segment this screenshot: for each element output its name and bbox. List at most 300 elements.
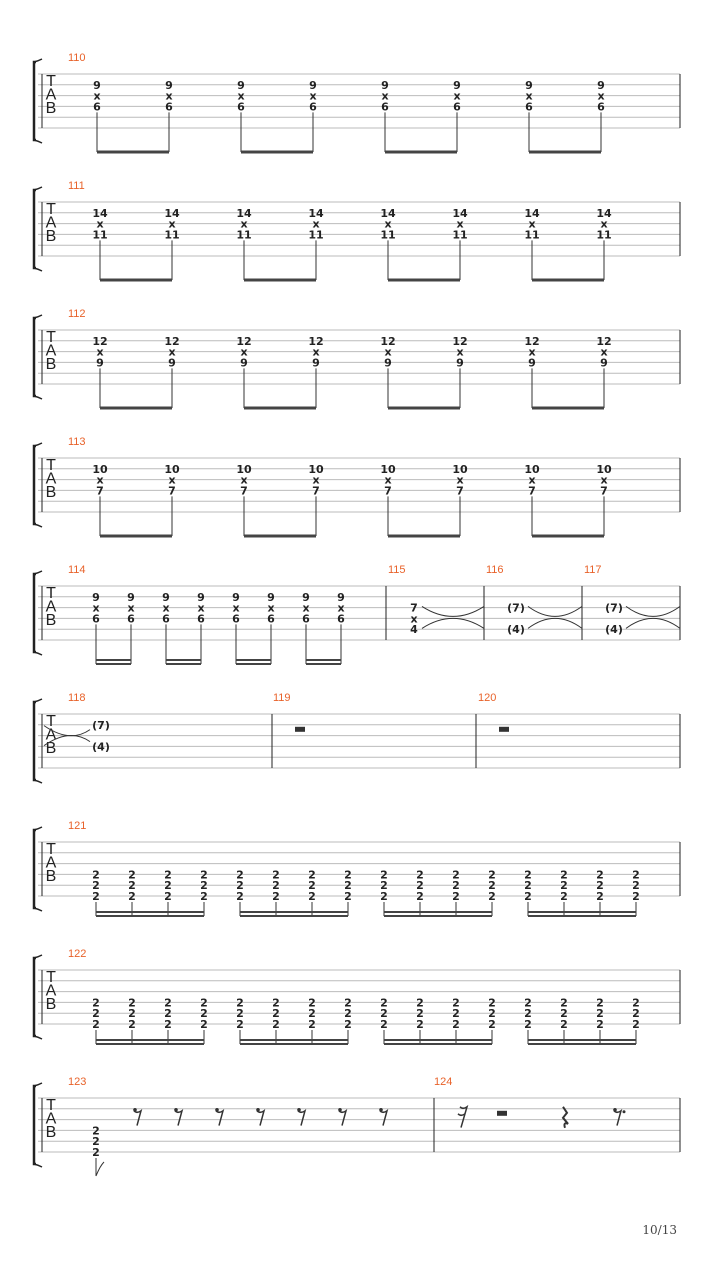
tab-letter-t: T xyxy=(46,713,56,730)
fret-number: (7) xyxy=(605,601,623,615)
fret-number: 2 xyxy=(560,1018,568,1031)
tab-letter-a: A xyxy=(45,982,57,1000)
fret-number: x xyxy=(96,345,104,359)
fret-number: 2 xyxy=(272,868,280,882)
fret-number: 2 xyxy=(560,868,568,882)
bracket-hook xyxy=(34,571,42,574)
rest-dot xyxy=(379,1108,383,1112)
system-8 xyxy=(34,948,680,1044)
fret-number: 2 xyxy=(452,868,460,882)
fret-number: 9 xyxy=(267,590,275,604)
fret-number: 11 xyxy=(524,228,540,242)
fret-number: 6 xyxy=(232,612,240,626)
fret-number: (4) xyxy=(507,623,525,637)
tab-letter-t: T xyxy=(46,73,56,90)
fret-number: 2 xyxy=(236,1007,244,1021)
fret-number: 6 xyxy=(453,100,461,114)
tab-letter-a: A xyxy=(45,854,57,872)
fret-number: 14 xyxy=(92,206,108,220)
fret-number: 9 xyxy=(384,356,392,370)
fret-number: 2 xyxy=(632,996,640,1010)
fret-number: x xyxy=(410,612,418,626)
fret-number: 2 xyxy=(308,890,316,903)
fret-number: 2 xyxy=(380,1007,388,1021)
system-9 xyxy=(34,1076,680,1176)
fret-number: 9 xyxy=(302,590,310,604)
fret-number: 2 xyxy=(92,1146,100,1159)
rest-dot xyxy=(338,1108,342,1112)
fret-number: 2 xyxy=(92,879,100,893)
rest-dot xyxy=(297,1108,301,1112)
bracket-hook xyxy=(34,524,42,527)
fret-number: 2 xyxy=(632,890,640,903)
fret-number: 2 xyxy=(488,996,496,1010)
fret-number: 2 xyxy=(308,879,316,893)
fret-number: 6 xyxy=(337,612,345,626)
fret-number: 14 xyxy=(308,206,324,220)
fret-number: 7 xyxy=(600,484,608,498)
fret-number: 2 xyxy=(236,1018,244,1031)
fret-number: 2 xyxy=(452,996,460,1010)
fret-number: 2 xyxy=(524,890,532,903)
fret-number: x xyxy=(197,601,205,615)
fret-number: 2 xyxy=(236,996,244,1010)
fret-number: 2 xyxy=(560,1007,568,1021)
fret-number: 6 xyxy=(165,100,173,114)
fret-number: x xyxy=(312,345,320,359)
fret-number: 2 xyxy=(416,890,424,903)
fret-number: 10 xyxy=(308,462,324,476)
fret-number: 9 xyxy=(96,356,104,370)
fret-number: x xyxy=(528,217,536,231)
fret-number: 2 xyxy=(92,1124,100,1138)
bracket-hook xyxy=(34,268,42,271)
fret-number: 2 xyxy=(272,879,280,893)
fret-number: x xyxy=(597,89,605,103)
fret-number: 2 xyxy=(416,1007,424,1021)
tab-letter-t: T xyxy=(46,201,56,218)
bracket-hook xyxy=(34,315,42,318)
fret-number: 2 xyxy=(488,1007,496,1021)
tab-letter-t: T xyxy=(46,457,56,474)
fret-number: x xyxy=(528,473,536,487)
fret-number: 2 xyxy=(452,879,460,893)
measure-number: 120 xyxy=(478,692,497,704)
fret-number: 12 xyxy=(524,334,540,348)
tab-letter-b: B xyxy=(45,228,57,245)
fret-number: 14 xyxy=(596,206,612,220)
fret-number: x xyxy=(384,345,392,359)
fret-number: 2 xyxy=(380,868,388,882)
fret-number: 2 xyxy=(524,868,532,882)
fret-number: x xyxy=(337,601,345,615)
fret-number: 2 xyxy=(128,890,136,903)
eighth-rest xyxy=(257,1111,264,1126)
fret-number: (7) xyxy=(92,718,110,732)
half-rest xyxy=(499,727,509,732)
system-bracket xyxy=(34,830,36,908)
fret-number: 9 xyxy=(92,590,100,604)
fret-number: 11 xyxy=(92,228,108,242)
fret-number: 2 xyxy=(488,868,496,882)
fret-number: 2 xyxy=(128,996,136,1010)
fret-number: 9 xyxy=(168,356,176,370)
tab-letter-b: B xyxy=(45,996,57,1013)
quarter-rest xyxy=(563,1107,568,1128)
tab-letter-b: B xyxy=(45,484,57,501)
fret-number: 12 xyxy=(164,334,180,348)
rest-dot xyxy=(215,1108,219,1112)
tab-letter-t: T xyxy=(46,329,56,346)
measure-number: 110 xyxy=(68,52,86,64)
fret-number: 11 xyxy=(308,228,324,242)
measure-number: 123 xyxy=(68,1076,87,1088)
fret-number: 2 xyxy=(200,868,208,882)
fret-number: 2 xyxy=(596,890,604,903)
bracket-hook xyxy=(34,1164,42,1167)
fret-number: 10 xyxy=(164,462,180,476)
measure-number: 112 xyxy=(68,308,86,320)
eighth-rest xyxy=(380,1111,387,1126)
half-rest xyxy=(295,727,305,732)
fret-number: 2 xyxy=(200,879,208,893)
fret-number: 12 xyxy=(92,334,108,348)
fret-number: 10 xyxy=(524,462,540,476)
fret-number: 11 xyxy=(164,228,180,242)
fret-number: 2 xyxy=(128,1018,136,1031)
fret-number: 2 xyxy=(416,879,424,893)
fret-number: 7 xyxy=(168,484,176,498)
system-bracket xyxy=(34,318,36,396)
measure-number: 117 xyxy=(584,564,602,576)
bracket-hook xyxy=(34,140,42,143)
fret-number: x xyxy=(312,473,320,487)
fret-number: 7 xyxy=(96,484,104,498)
fret-number: x xyxy=(240,473,248,487)
fret-number: 2 xyxy=(272,996,280,1010)
tab-letter-a: A xyxy=(45,726,57,744)
tab-letter-a: A xyxy=(45,342,57,360)
fret-number: 6 xyxy=(127,612,135,626)
fret-number: x xyxy=(381,89,389,103)
fret-number: 2 xyxy=(164,996,172,1010)
fret-number: (4) xyxy=(92,740,110,754)
fret-number: 2 xyxy=(128,879,136,893)
tab-letter-b: B xyxy=(45,740,57,757)
fret-number: x xyxy=(92,601,100,615)
fret-number: x xyxy=(384,473,392,487)
tab-letter-t: T xyxy=(46,585,56,602)
fret-number: 6 xyxy=(381,100,389,114)
fret-number: 2 xyxy=(236,890,244,903)
system-4 xyxy=(34,436,680,536)
bracket-hook xyxy=(34,1083,42,1086)
fret-number: x xyxy=(456,217,464,231)
fret-number: 6 xyxy=(237,100,245,114)
fret-number: 2 xyxy=(524,1007,532,1021)
fret-number: 6 xyxy=(197,612,205,626)
bracket-hook xyxy=(34,59,42,62)
fret-number: 2 xyxy=(596,868,604,882)
tab-letter-a: A xyxy=(45,598,57,616)
tie xyxy=(626,618,680,628)
fret-number: 14 xyxy=(452,206,468,220)
system-5 xyxy=(34,564,680,664)
system-bracket xyxy=(34,958,36,1036)
fret-number: 2 xyxy=(92,890,100,903)
fret-number: 11 xyxy=(380,228,396,242)
fret-number: 9 xyxy=(197,590,205,604)
tab-letter-a: A xyxy=(45,1110,57,1128)
fret-number: 6 xyxy=(93,100,101,114)
system-bracket xyxy=(34,702,36,780)
fret-number: 2 xyxy=(344,868,352,882)
fret-number: 2 xyxy=(164,868,172,882)
fret-number: 2 xyxy=(524,1018,532,1031)
rest-dot xyxy=(256,1108,260,1112)
bracket-hook xyxy=(34,652,42,655)
fret-number: 2 xyxy=(380,1018,388,1031)
fret-number: 14 xyxy=(164,206,180,220)
fret-number: 9 xyxy=(165,78,173,92)
bracket-hook xyxy=(34,443,42,446)
fret-number: 2 xyxy=(632,879,640,893)
fret-number: 2 xyxy=(488,1018,496,1031)
fret-number: 9 xyxy=(381,78,389,92)
tab-letter-b: B xyxy=(45,612,57,629)
fret-number: 2 xyxy=(272,890,280,903)
measure-number: 114 xyxy=(68,564,86,576)
fret-number: 6 xyxy=(302,612,310,626)
tab-letter-a: A xyxy=(45,214,57,232)
fret-number: 10 xyxy=(236,462,252,476)
fret-number: 12 xyxy=(596,334,612,348)
fret-number: x xyxy=(93,89,101,103)
fret-number: x xyxy=(165,89,173,103)
fret-number: 9 xyxy=(237,78,245,92)
fret-number: 2 xyxy=(344,1007,352,1021)
fret-number: x xyxy=(312,217,320,231)
eighth-rest xyxy=(134,1111,141,1126)
fret-number: 2 xyxy=(416,1018,424,1031)
tie xyxy=(422,618,484,628)
system-bracket xyxy=(34,574,36,652)
fret-number: x xyxy=(267,601,275,615)
rest-dot xyxy=(174,1108,178,1112)
tab-letter-t: T xyxy=(46,1097,56,1114)
fret-number: 9 xyxy=(127,590,135,604)
fret-number: 10 xyxy=(452,462,468,476)
fret-number: 2 xyxy=(164,1018,172,1031)
rest-dot xyxy=(613,1108,617,1112)
eighth-rest xyxy=(614,1111,621,1126)
fret-number: 2 xyxy=(632,1018,640,1031)
fret-number: 12 xyxy=(380,334,396,348)
fret-number: 2 xyxy=(452,1018,460,1031)
fret-number: (4) xyxy=(605,623,623,637)
fret-number: 10 xyxy=(92,462,108,476)
system-3 xyxy=(34,308,680,408)
fret-number: 14 xyxy=(524,206,540,220)
fret-number: 6 xyxy=(162,612,170,626)
fret-number: 2 xyxy=(236,868,244,882)
fret-number: 11 xyxy=(596,228,612,242)
bracket-hook xyxy=(34,396,42,399)
bracket-hook xyxy=(34,1036,42,1039)
fret-number: 2 xyxy=(560,879,568,893)
fret-number: x xyxy=(96,473,104,487)
fret-number: 2 xyxy=(596,996,604,1010)
system-bracket xyxy=(34,62,36,140)
fret-number: 2 xyxy=(488,890,496,903)
fret-number: 2 xyxy=(488,879,496,893)
system-bracket xyxy=(34,1086,36,1164)
tie xyxy=(528,618,582,628)
fret-number: 2 xyxy=(632,868,640,882)
fret-number: 6 xyxy=(92,612,100,626)
tab-letter-a: A xyxy=(45,86,57,104)
fret-number: x xyxy=(237,89,245,103)
sixteenth-rest xyxy=(460,1107,467,1128)
fret-number: 2 xyxy=(92,996,100,1010)
fret-number: x xyxy=(528,345,536,359)
fret-number: 2 xyxy=(344,879,352,893)
fret-number: x xyxy=(525,89,533,103)
fret-number: 2 xyxy=(92,868,100,882)
fret-number: x xyxy=(96,217,104,231)
fret-number: 2 xyxy=(92,1135,100,1149)
fret-number: x xyxy=(127,601,135,615)
measure-number: 119 xyxy=(273,692,291,704)
fret-number: 2 xyxy=(308,1007,316,1021)
fret-number: 9 xyxy=(312,356,320,370)
measure-number: 115 xyxy=(388,564,406,576)
fret-number: 2 xyxy=(416,996,424,1010)
fret-number: 7 xyxy=(312,484,320,498)
fret-number: 9 xyxy=(453,78,461,92)
bracket-hook xyxy=(34,955,42,958)
fret-number: 2 xyxy=(344,996,352,1010)
rest-dot xyxy=(133,1108,137,1112)
measure-number: 118 xyxy=(68,692,86,704)
fret-number: 2 xyxy=(128,1007,136,1021)
fret-number: 2 xyxy=(164,879,172,893)
fret-number: x xyxy=(384,217,392,231)
eighth-rest xyxy=(216,1111,223,1126)
fret-number: 9 xyxy=(456,356,464,370)
bracket-hook xyxy=(34,699,42,702)
fret-number: 2 xyxy=(272,1018,280,1031)
fret-number: x xyxy=(240,345,248,359)
sixteenth-rest-flag xyxy=(458,1114,465,1116)
fret-number: x xyxy=(232,601,240,615)
fret-number: 2 xyxy=(128,868,136,882)
fret-number: 7 xyxy=(384,484,392,498)
fret-number: 2 xyxy=(596,1007,604,1021)
fret-number: 6 xyxy=(309,100,317,114)
fret-number: x xyxy=(162,601,170,615)
measure-number: 124 xyxy=(434,1076,453,1088)
fret-number: 2 xyxy=(560,996,568,1010)
fret-number: x xyxy=(309,89,317,103)
fret-number: 14 xyxy=(380,206,396,220)
fret-number: 2 xyxy=(524,879,532,893)
fret-number: x xyxy=(600,217,608,231)
fret-number: 2 xyxy=(164,890,172,903)
fret-number: 2 xyxy=(200,1018,208,1031)
fret-number: 9 xyxy=(528,356,536,370)
fret-number: 2 xyxy=(308,996,316,1010)
tab-letter-b: B xyxy=(45,356,57,373)
fret-number: 2 xyxy=(452,890,460,903)
fret-number: 2 xyxy=(344,1018,352,1031)
fret-number: 2 xyxy=(560,890,568,903)
fret-number: 12 xyxy=(236,334,252,348)
bracket-hook xyxy=(34,780,42,783)
bracket-hook xyxy=(34,827,42,830)
system-bracket xyxy=(34,446,36,524)
measure-number: 111 xyxy=(68,180,85,192)
fret-number: x xyxy=(240,217,248,231)
fret-number: 6 xyxy=(597,100,605,114)
fret-number: 14 xyxy=(236,206,252,220)
fret-number: 12 xyxy=(452,334,468,348)
fret-number: x xyxy=(456,473,464,487)
fret-number: 2 xyxy=(380,879,388,893)
fret-number: 2 xyxy=(200,996,208,1010)
fret-number: 2 xyxy=(236,879,244,893)
page-number: 10/13 xyxy=(642,1223,677,1237)
fret-number: x xyxy=(456,345,464,359)
system-7 xyxy=(34,820,680,916)
fret-number: 2 xyxy=(200,1007,208,1021)
fret-number: 9 xyxy=(232,590,240,604)
eighth-note-stem xyxy=(96,1158,104,1176)
fret-number: 7 xyxy=(528,484,536,498)
fret-number: 2 xyxy=(272,1007,280,1021)
eighth-rest xyxy=(175,1111,182,1126)
fret-number: x xyxy=(600,473,608,487)
fret-number: 6 xyxy=(267,612,275,626)
fret-number: 2 xyxy=(308,1018,316,1031)
measure-number: 113 xyxy=(68,436,86,448)
fret-number: x xyxy=(302,601,310,615)
fret-number: 9 xyxy=(600,356,608,370)
eighth-rest xyxy=(339,1111,346,1126)
fret-number: 2 xyxy=(524,996,532,1010)
fret-number: 2 xyxy=(596,879,604,893)
fret-number: 9 xyxy=(337,590,345,604)
fret-number: (7) xyxy=(507,601,525,615)
system-1 xyxy=(34,52,680,152)
fret-number: 2 xyxy=(452,1007,460,1021)
fret-number: 2 xyxy=(344,890,352,903)
fret-number: 12 xyxy=(308,334,324,348)
fret-number: 2 xyxy=(308,868,316,882)
eighth-rest xyxy=(298,1111,305,1126)
fret-number: 10 xyxy=(380,462,396,476)
measure-number: 121 xyxy=(68,820,87,832)
fret-number: 2 xyxy=(380,996,388,1010)
fret-number: 6 xyxy=(525,100,533,114)
bracket-hook xyxy=(34,187,42,190)
fret-number: 2 xyxy=(596,1018,604,1031)
tab-letter-a: A xyxy=(45,470,57,488)
half-rest xyxy=(497,1111,507,1116)
tab-letter-t: T xyxy=(46,969,56,986)
fret-number: 11 xyxy=(452,228,468,242)
fret-number: x xyxy=(168,217,176,231)
